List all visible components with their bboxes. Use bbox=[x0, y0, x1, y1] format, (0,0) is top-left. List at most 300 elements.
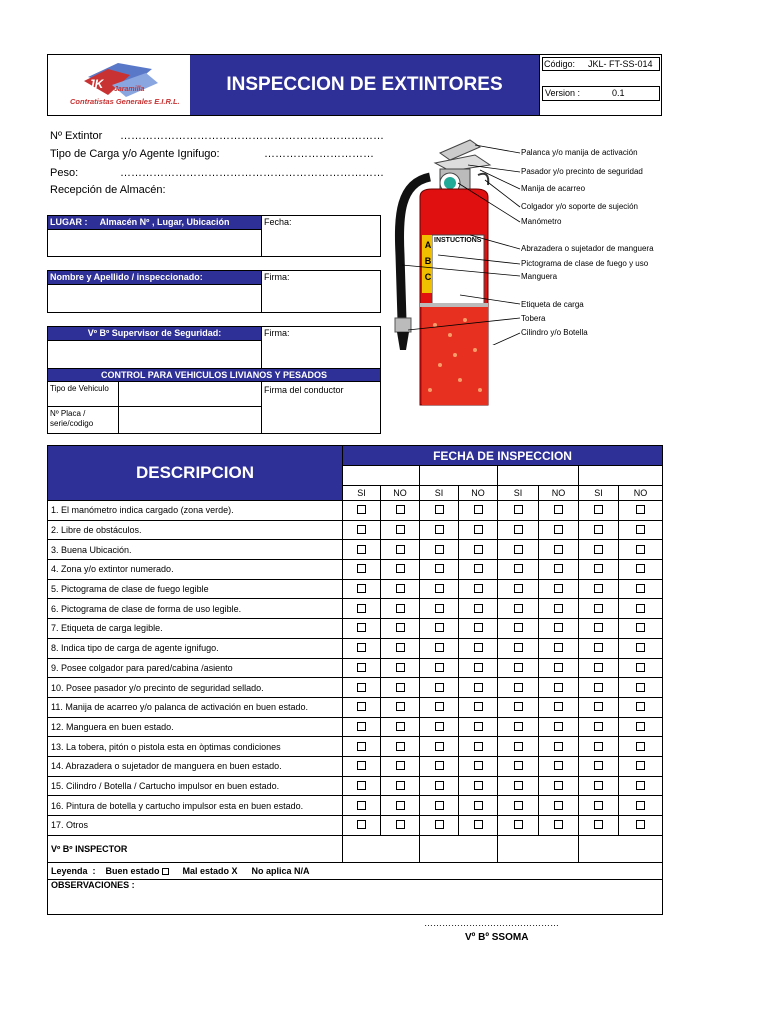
no-checkbox[interactable] bbox=[396, 820, 405, 829]
logo bbox=[48, 55, 190, 115]
si-checkbox[interactable] bbox=[357, 545, 366, 554]
extintor-dots[interactable]: ……………………………………………………………… bbox=[120, 130, 384, 142]
checklist-cell bbox=[579, 658, 619, 678]
no-checkbox[interactable] bbox=[554, 564, 563, 573]
si-checkbox[interactable] bbox=[357, 643, 366, 652]
no-checkbox[interactable] bbox=[474, 525, 483, 534]
checklist-item-label: 5. Pictograma de clase de fuego legible bbox=[48, 579, 343, 599]
checklist-row bbox=[48, 737, 663, 757]
callout-hose: Manguera bbox=[521, 272, 558, 281]
checklist-cell bbox=[579, 796, 619, 816]
no-checkbox[interactable] bbox=[396, 564, 405, 573]
no-checkbox[interactable] bbox=[396, 525, 405, 534]
checklist-item-label: 6. Pictograma de clase de forma de uso legible. bbox=[48, 599, 343, 619]
no-checkbox[interactable] bbox=[474, 505, 483, 514]
si-checkbox[interactable] bbox=[357, 722, 366, 731]
no-header-4: NO bbox=[619, 486, 663, 501]
si-checkbox[interactable] bbox=[357, 742, 366, 751]
no-checkbox[interactable] bbox=[474, 584, 483, 593]
no-checkbox[interactable] bbox=[554, 505, 563, 514]
no-checkbox[interactable] bbox=[554, 545, 563, 554]
observaciones-field[interactable] bbox=[48, 879, 663, 914]
si-checkbox[interactable] bbox=[435, 525, 444, 534]
title-banner bbox=[190, 55, 539, 115]
firma-conductor-label: Firma del conductor bbox=[264, 385, 344, 395]
no-checkbox[interactable] bbox=[396, 623, 405, 632]
no-checkbox[interactable] bbox=[636, 820, 645, 829]
descripcion-title: DESCRIPCION bbox=[135, 463, 255, 482]
si-header-1: SI bbox=[343, 486, 381, 501]
no-checkbox[interactable] bbox=[554, 742, 563, 751]
checklist-cell bbox=[498, 658, 539, 678]
no-checkbox[interactable] bbox=[474, 604, 483, 613]
checklist-item-label: 10. Posee pasador y/o precinto de seguridad sellado. bbox=[48, 678, 343, 698]
checklist-cell bbox=[420, 796, 459, 816]
si-checkbox[interactable] bbox=[514, 584, 523, 593]
no-checkbox[interactable] bbox=[396, 683, 405, 692]
checklist-cell bbox=[459, 816, 498, 836]
si-checkbox[interactable] bbox=[514, 604, 523, 613]
vobo-inspector-signature-4[interactable] bbox=[579, 835, 663, 862]
si-checkbox[interactable] bbox=[594, 781, 603, 790]
checklist-cell bbox=[539, 737, 579, 757]
checklist-cell bbox=[459, 501, 498, 521]
vobo-inspector-signature-2[interactable] bbox=[420, 835, 498, 862]
si-checkbox[interactable] bbox=[594, 525, 603, 534]
checklist-cell bbox=[539, 717, 579, 737]
si-checkbox[interactable] bbox=[514, 761, 523, 770]
lugar-label: LUGAR : Almacén Nº , Lugar, Ubicación bbox=[48, 216, 261, 229]
no-checkbox[interactable] bbox=[554, 820, 563, 829]
checklist-cell bbox=[498, 579, 539, 599]
no-checkbox[interactable] bbox=[474, 722, 483, 731]
logo-line1: Jaramilla bbox=[114, 86, 145, 93]
checklist-cell bbox=[420, 599, 459, 619]
si-checkbox[interactable] bbox=[514, 781, 523, 790]
checklist-cell bbox=[381, 737, 420, 757]
no-checkbox[interactable] bbox=[554, 702, 563, 711]
si-checkbox[interactable] bbox=[594, 584, 603, 593]
no-checkbox[interactable] bbox=[474, 820, 483, 829]
abc-letter-c: C bbox=[424, 272, 432, 282]
checklist-cell bbox=[498, 560, 539, 580]
si-checkbox[interactable] bbox=[594, 742, 603, 751]
si-checkbox[interactable] bbox=[435, 545, 444, 554]
si-checkbox[interactable] bbox=[594, 545, 603, 554]
si-checkbox[interactable] bbox=[514, 545, 523, 554]
checklist-cell bbox=[343, 737, 381, 757]
si-checkbox[interactable] bbox=[594, 820, 603, 829]
callout-carry-handle: Manija de acarreo bbox=[521, 184, 586, 193]
checklist-cell bbox=[381, 501, 420, 521]
checklist-cell bbox=[619, 678, 663, 698]
no-checkbox[interactable] bbox=[554, 781, 563, 790]
fecha-inspeccion-header bbox=[343, 446, 663, 466]
no-checkbox[interactable] bbox=[554, 722, 563, 731]
si-checkbox[interactable] bbox=[357, 564, 366, 573]
codigo-box bbox=[539, 55, 661, 85]
checklist-cell bbox=[420, 717, 459, 737]
checklist-item-label: 4. Zona y/o extintor numerado. bbox=[48, 560, 343, 580]
peso-label: Peso: bbox=[50, 167, 79, 179]
checklist-row bbox=[48, 579, 663, 599]
si-checkbox[interactable] bbox=[514, 623, 523, 632]
si-checkbox[interactable] bbox=[514, 801, 523, 810]
version-label: Version : bbox=[545, 88, 581, 98]
supervisor-input[interactable] bbox=[48, 340, 261, 368]
si-checkbox[interactable] bbox=[435, 604, 444, 613]
si-checkbox[interactable] bbox=[594, 643, 603, 652]
callout-leaders bbox=[380, 125, 530, 345]
no-checkbox[interactable] bbox=[396, 505, 405, 514]
si-checkbox[interactable] bbox=[357, 820, 366, 829]
checklist-cell bbox=[498, 678, 539, 698]
no-checkbox[interactable] bbox=[396, 584, 405, 593]
si-checkbox[interactable] bbox=[357, 683, 366, 692]
si-checkbox[interactable] bbox=[594, 702, 603, 711]
si-checkbox[interactable] bbox=[514, 564, 523, 573]
instructions-text: INSTUCTIONS bbox=[434, 237, 482, 244]
checklist-cell bbox=[343, 560, 381, 580]
version-value: 0.1 bbox=[612, 88, 625, 98]
checklist-item-label: 13. La tobera, pitón o pistola esta en òptimas condiciones bbox=[48, 737, 343, 757]
vobo-inspector-label: Vº Bº INSPECTOR bbox=[48, 835, 343, 862]
abc-letter-a: A bbox=[424, 240, 432, 250]
si-checkbox[interactable] bbox=[357, 801, 366, 810]
checklist-cell bbox=[381, 756, 420, 776]
checklist-cell bbox=[539, 756, 579, 776]
no-checkbox[interactable] bbox=[474, 801, 483, 810]
descripcion-header bbox=[48, 446, 343, 501]
no-checkbox[interactable] bbox=[554, 525, 563, 534]
callout-cylinder: Cilindro y/o Botella bbox=[521, 328, 588, 337]
checklist-cell bbox=[343, 638, 381, 658]
fecha-inspeccion-title: FECHA DE INSPECCION bbox=[433, 448, 572, 463]
checklist-cell bbox=[539, 697, 579, 717]
checklist-cell bbox=[381, 579, 420, 599]
si-checkbox[interactable] bbox=[357, 604, 366, 613]
checklist-cell bbox=[498, 501, 539, 521]
checklist-cell bbox=[498, 697, 539, 717]
no-checkbox[interactable] bbox=[636, 663, 645, 672]
no-checkbox[interactable] bbox=[474, 781, 483, 790]
si-checkbox[interactable] bbox=[594, 505, 603, 514]
checklist-cell bbox=[343, 756, 381, 776]
leyenda-cell bbox=[48, 862, 663, 879]
checklist-cell bbox=[619, 579, 663, 599]
si-checkbox[interactable] bbox=[435, 742, 444, 751]
si-checkbox[interactable] bbox=[435, 643, 444, 652]
checklist-item-label: 1. El manómetro indica cargado (zona verde). bbox=[48, 501, 343, 521]
leyenda-row bbox=[48, 862, 663, 879]
ssoma-signature-line[interactable]: ……………………………………… bbox=[424, 918, 559, 928]
checklist-cell bbox=[619, 756, 663, 776]
logo-graphic bbox=[48, 55, 190, 115]
si-checkbox[interactable] bbox=[514, 525, 523, 534]
no-checkbox[interactable] bbox=[396, 761, 405, 770]
no-checkbox[interactable] bbox=[554, 761, 563, 770]
mal-estado-label: Mal estado X bbox=[182, 865, 238, 876]
no-checkbox[interactable] bbox=[554, 663, 563, 672]
checklist-cell bbox=[420, 579, 459, 599]
no-checkbox[interactable] bbox=[636, 781, 645, 790]
inspeccionado-input[interactable] bbox=[48, 284, 261, 312]
si-checkbox[interactable] bbox=[594, 604, 603, 613]
checklist-cell bbox=[498, 599, 539, 619]
no-checkbox[interactable] bbox=[636, 584, 645, 593]
lugar-input[interactable] bbox=[48, 229, 261, 256]
checklist-cell bbox=[539, 520, 579, 540]
tipo-carga-dots[interactable]: ………………………… bbox=[264, 148, 374, 160]
no-checkbox[interactable] bbox=[636, 505, 645, 514]
si-checkbox[interactable] bbox=[514, 683, 523, 692]
no-checkbox[interactable] bbox=[396, 643, 405, 652]
vobo-inspector-signature-3[interactable] bbox=[498, 835, 579, 862]
checklist-cell bbox=[579, 638, 619, 658]
si-checkbox[interactable] bbox=[594, 623, 603, 632]
si-checkbox[interactable] bbox=[514, 702, 523, 711]
callout-lever: Palanca y/o manija de activación bbox=[521, 148, 638, 157]
checklist-cell bbox=[579, 599, 619, 619]
no-checkbox[interactable] bbox=[474, 761, 483, 770]
no-checkbox[interactable] bbox=[636, 623, 645, 632]
si-checkbox[interactable] bbox=[435, 801, 444, 810]
checklist-cell bbox=[420, 678, 459, 698]
no-checkbox[interactable] bbox=[636, 801, 645, 810]
no-checkbox[interactable] bbox=[636, 643, 645, 652]
checklist-cell bbox=[619, 638, 663, 658]
no-checkbox[interactable] bbox=[474, 663, 483, 672]
checklist bbox=[47, 445, 662, 915]
si-checkbox[interactable] bbox=[435, 564, 444, 573]
no-checkbox[interactable] bbox=[554, 801, 563, 810]
checklist-cell bbox=[343, 697, 381, 717]
checklist-cell bbox=[579, 776, 619, 796]
si-checkbox[interactable] bbox=[357, 525, 366, 534]
no-checkbox[interactable] bbox=[636, 545, 645, 554]
checklist-item-label: 3. Buena Ubicación. bbox=[48, 540, 343, 560]
logo-line2: Contratistas Generales E.I.R.L. bbox=[70, 97, 180, 106]
vobo-inspector-row bbox=[48, 835, 663, 862]
si-checkbox[interactable] bbox=[435, 623, 444, 632]
checklist-cell bbox=[498, 520, 539, 540]
checklist-cell bbox=[579, 501, 619, 521]
inspeccionado-firma-label: Firma: bbox=[264, 272, 290, 282]
si-checkbox[interactable] bbox=[435, 505, 444, 514]
checklist-cell bbox=[381, 619, 420, 639]
si-checkbox[interactable] bbox=[357, 505, 366, 514]
si-checkbox[interactable] bbox=[435, 781, 444, 790]
no-checkbox[interactable] bbox=[636, 722, 645, 731]
checklist-cell bbox=[579, 540, 619, 560]
checklist-cell bbox=[343, 619, 381, 639]
si-checkbox[interactable] bbox=[357, 781, 366, 790]
no-checkbox[interactable] bbox=[636, 604, 645, 613]
no-checkbox[interactable] bbox=[396, 742, 405, 751]
checklist-cell bbox=[381, 776, 420, 796]
checklist-cell bbox=[459, 540, 498, 560]
si-checkbox[interactable] bbox=[594, 683, 603, 692]
lugar-divider bbox=[261, 215, 262, 257]
si-checkbox[interactable] bbox=[514, 820, 523, 829]
checklist-item-label: 7. Etiqueta de carga legible. bbox=[48, 619, 343, 639]
no-aplica-label: No aplica N/A bbox=[251, 865, 310, 876]
checklist-cell bbox=[381, 796, 420, 816]
fecha-input-3[interactable] bbox=[498, 466, 579, 486]
checklist-cell bbox=[459, 599, 498, 619]
checklist-cell bbox=[539, 540, 579, 560]
callout-hanger: Colgador y/o soporte de sujeción bbox=[521, 202, 638, 211]
codigo-value: JKL- FT-SS-014 bbox=[588, 59, 653, 69]
extintor-label: Nº Extintor bbox=[50, 130, 103, 142]
checklist-cell bbox=[420, 638, 459, 658]
checklist-cell bbox=[420, 619, 459, 639]
callout-pictogram: Pictograma de clase de fuego y uso bbox=[521, 259, 649, 268]
si-checkbox[interactable] bbox=[594, 722, 603, 731]
no-checkbox[interactable] bbox=[474, 683, 483, 692]
no-checkbox[interactable] bbox=[636, 564, 645, 573]
si-header-3: SI bbox=[498, 486, 539, 501]
checklist-item-label: 9. Posee colgador para pared/cabina /asiento bbox=[48, 658, 343, 678]
si-checkbox[interactable] bbox=[514, 663, 523, 672]
si-checkbox[interactable] bbox=[435, 761, 444, 770]
no-checkbox[interactable] bbox=[396, 604, 405, 613]
abc-letter-b: B bbox=[424, 256, 432, 266]
checklist-cell bbox=[619, 796, 663, 816]
checklist-cell bbox=[498, 619, 539, 639]
checklist-cell bbox=[619, 697, 663, 717]
no-checkbox[interactable] bbox=[636, 702, 645, 711]
fecha-input-2[interactable] bbox=[420, 466, 498, 486]
checklist-cell bbox=[619, 560, 663, 580]
no-checkbox[interactable] bbox=[396, 801, 405, 810]
si-checkbox[interactable] bbox=[594, 761, 603, 770]
no-checkbox[interactable] bbox=[554, 584, 563, 593]
checklist-row bbox=[48, 678, 663, 698]
checklist-cell bbox=[381, 540, 420, 560]
no-checkbox[interactable] bbox=[554, 683, 563, 692]
si-checkbox[interactable] bbox=[594, 663, 603, 672]
si-checkbox[interactable] bbox=[357, 702, 366, 711]
si-checkbox[interactable] bbox=[357, 761, 366, 770]
vobo-inspector-signature-1[interactable] bbox=[343, 835, 420, 862]
si-checkbox[interactable] bbox=[514, 722, 523, 731]
no-checkbox[interactable] bbox=[636, 683, 645, 692]
checklist-cell bbox=[381, 599, 420, 619]
peso-dots[interactable]: ……………………………………………………………… bbox=[120, 167, 384, 179]
callout-pin: Pasador y/o precinto de seguridad bbox=[521, 167, 643, 176]
recepcion-label: Recepción de Almacén: bbox=[50, 184, 166, 196]
callout-hose-clamp: Abrazadera o sujetador de manguera bbox=[521, 244, 654, 253]
si-checkbox[interactable] bbox=[357, 584, 366, 593]
checklist-cell bbox=[498, 776, 539, 796]
callout-charge-label: Etiqueta de carga bbox=[521, 300, 584, 309]
checklist-cell bbox=[459, 520, 498, 540]
checklist-cell bbox=[619, 658, 663, 678]
checklist-cell bbox=[343, 816, 381, 836]
si-checkbox[interactable] bbox=[435, 683, 444, 692]
checklist-cell bbox=[539, 658, 579, 678]
si-checkbox[interactable] bbox=[594, 564, 603, 573]
no-checkbox[interactable] bbox=[474, 643, 483, 652]
si-checkbox[interactable] bbox=[435, 722, 444, 731]
checklist-cell bbox=[420, 816, 459, 836]
si-checkbox[interactable] bbox=[435, 663, 444, 672]
si-checkbox[interactable] bbox=[514, 742, 523, 751]
fecha-input-1[interactable] bbox=[343, 466, 420, 486]
fecha-input-4[interactable] bbox=[579, 466, 663, 486]
checklist-cell bbox=[498, 717, 539, 737]
inspeccionado-label: Nombre y Apellido / inspeccionado: bbox=[48, 271, 261, 284]
si-checkbox[interactable] bbox=[435, 702, 444, 711]
checklist-cell bbox=[420, 658, 459, 678]
checklist-cell bbox=[343, 501, 381, 521]
checklist-row bbox=[48, 658, 663, 678]
checklist-cell bbox=[539, 776, 579, 796]
no-checkbox[interactable] bbox=[636, 761, 645, 770]
no-checkbox[interactable] bbox=[554, 643, 563, 652]
si-checkbox[interactable] bbox=[435, 584, 444, 593]
no-checkbox[interactable] bbox=[396, 545, 405, 554]
no-header-1: NO bbox=[381, 486, 420, 501]
checklist-cell bbox=[579, 520, 619, 540]
inspeccionado-divider bbox=[261, 270, 262, 313]
vehiculos-title: CONTROL PARA VEHICULOS LIVIANOS Y PESADOS bbox=[48, 368, 380, 381]
no-checkbox[interactable] bbox=[474, 742, 483, 751]
codigo-label: Código: bbox=[544, 59, 576, 69]
si-checkbox[interactable] bbox=[357, 663, 366, 672]
checklist-row bbox=[48, 520, 663, 540]
no-checkbox[interactable] bbox=[474, 623, 483, 632]
checklist-cell bbox=[343, 776, 381, 796]
checklist-cell bbox=[498, 816, 539, 836]
checklist-cell bbox=[343, 579, 381, 599]
si-checkbox[interactable] bbox=[514, 643, 523, 652]
checklist-cell bbox=[420, 737, 459, 757]
no-checkbox[interactable] bbox=[396, 663, 405, 672]
checklist-row bbox=[48, 599, 663, 619]
checklist-cell bbox=[539, 560, 579, 580]
no-checkbox[interactable] bbox=[554, 623, 563, 632]
no-checkbox[interactable] bbox=[474, 564, 483, 573]
si-checkbox[interactable] bbox=[594, 801, 603, 810]
tipo-vehiculo-input[interactable] bbox=[119, 382, 261, 406]
checklist-cell bbox=[420, 560, 459, 580]
no-checkbox[interactable] bbox=[396, 781, 405, 790]
callout-gauge: Manómetro bbox=[521, 217, 562, 226]
checklist-cell bbox=[619, 540, 663, 560]
tipo-vehiculo-label: Tipo de Vehiculo bbox=[50, 384, 109, 393]
no-checkbox[interactable] bbox=[474, 702, 483, 711]
no-checkbox[interactable] bbox=[636, 742, 645, 751]
si-checkbox[interactable] bbox=[357, 623, 366, 632]
si-checkbox[interactable] bbox=[435, 820, 444, 829]
checklist-cell bbox=[459, 756, 498, 776]
checklist-cell bbox=[539, 501, 579, 521]
checklist-item-label: 17. Otros bbox=[48, 816, 343, 836]
checklist-cell bbox=[459, 658, 498, 678]
no-checkbox[interactable] bbox=[554, 604, 563, 613]
no-checkbox[interactable] bbox=[396, 702, 405, 711]
si-checkbox[interactable] bbox=[514, 505, 523, 514]
no-checkbox[interactable] bbox=[636, 525, 645, 534]
no-checkbox[interactable] bbox=[474, 545, 483, 554]
checklist-cell bbox=[619, 501, 663, 521]
checklist-cell bbox=[579, 619, 619, 639]
checklist-cell bbox=[381, 816, 420, 836]
placa-input[interactable] bbox=[119, 407, 261, 433]
no-checkbox[interactable] bbox=[396, 722, 405, 731]
